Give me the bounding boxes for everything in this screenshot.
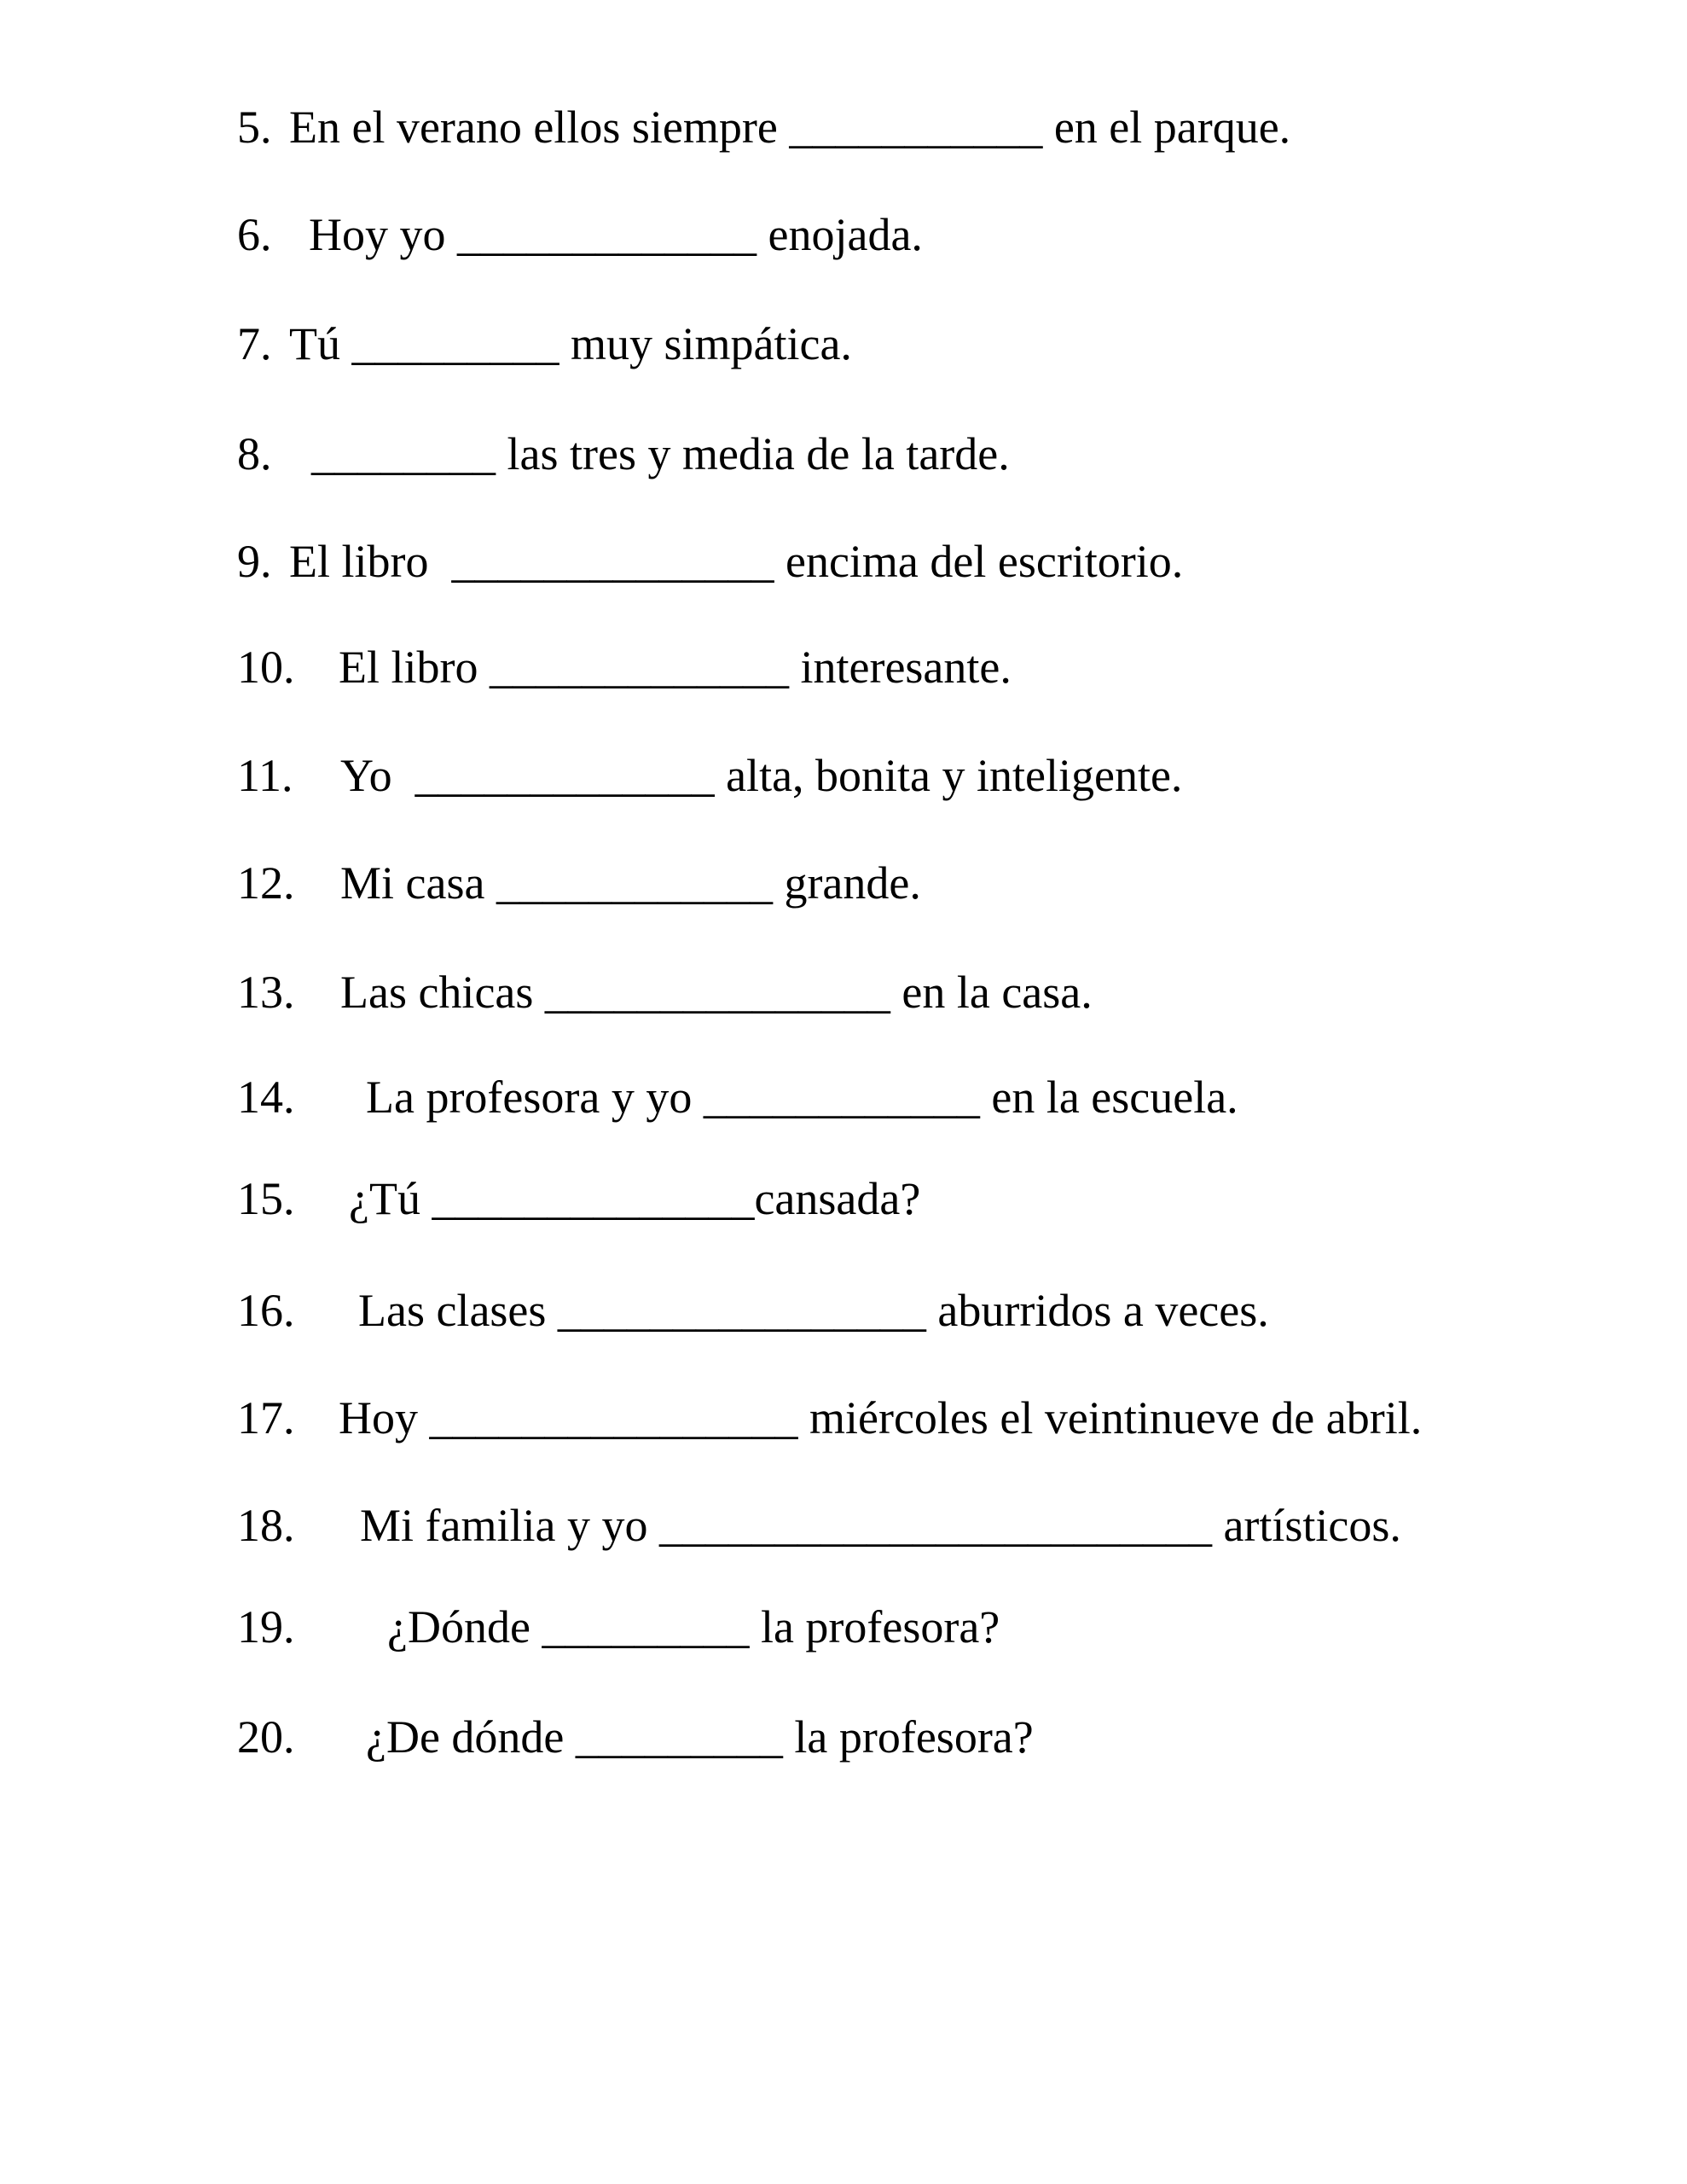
item-pre-text: ¿Dónde: [387, 1601, 542, 1653]
item-pre-text: ¿Tú: [349, 1173, 432, 1224]
item-post-text: la profesora?: [782, 1711, 1034, 1763]
item-post-text: artísticos.: [1211, 1500, 1401, 1551]
item-text: [387, 1600, 1687, 1655]
answer-blank: ________________________: [658, 1500, 1212, 1551]
worksheet-item-13: [0, 965, 1687, 1020]
item-number: 10.: [237, 642, 295, 693]
item-pre-text: En el verano ellos siempre: [289, 102, 790, 153]
item-post-text: muy simpática.: [559, 318, 852, 369]
item-post-text: las tres y media de la tarde.: [496, 428, 1010, 479]
answer-blank: _____________: [489, 642, 789, 693]
item-number: 15.: [237, 1173, 295, 1224]
item-text: [339, 640, 1687, 695]
answer-blank: _________: [351, 318, 559, 369]
item-text: [289, 534, 1687, 590]
item-text: [289, 317, 1687, 372]
item-number: 14.: [237, 1072, 295, 1123]
item-post-text: la profesora?: [749, 1601, 1000, 1653]
item-text: [366, 1710, 1687, 1765]
item-number: 20.: [237, 1711, 295, 1763]
item-post-text: cansada?: [754, 1173, 921, 1224]
item-pre-text: El libro: [339, 642, 490, 693]
item-number: 12.: [237, 857, 295, 909]
item-number: 19.: [237, 1601, 295, 1653]
worksheet-item-17: [0, 1391, 1687, 1446]
answer-blank: ______________: [451, 536, 774, 587]
answer-blank: ____________: [496, 857, 773, 909]
item-number: 8.: [237, 428, 272, 479]
item-number: 5.: [237, 102, 272, 153]
item-post-text: encima del escritorio.: [774, 536, 1184, 587]
item-post-text: alta, bonita y inteligente.: [714, 750, 1183, 801]
item-post-text: enojada.: [757, 209, 923, 260]
worksheet-item-7: [0, 317, 1687, 372]
item-pre-text: Las clases: [358, 1285, 558, 1336]
answer-blank: ____________: [703, 1072, 980, 1123]
worksheet-item-11: [0, 748, 1687, 804]
item-post-text: en la casa.: [890, 967, 1093, 1018]
item-text: [366, 1070, 1687, 1125]
item-text: [289, 100, 1687, 155]
answer-blank: _____________: [415, 750, 715, 801]
item-number: 11.: [237, 750, 293, 801]
item-pre-text: Mi casa: [340, 857, 496, 909]
worksheet-item-8: [0, 427, 1687, 482]
worksheet-item-6: [0, 207, 1687, 263]
worksheet-item-10: [0, 640, 1687, 695]
item-text: [340, 965, 1687, 1020]
item-number: 13.: [237, 967, 295, 1018]
item-number: 7.: [237, 318, 272, 369]
worksheet-item-18: [0, 1498, 1687, 1554]
item-pre-text: ¿De dónde: [366, 1711, 576, 1763]
item-post-text: grande.: [772, 857, 921, 909]
item-post-text: miércoles el veintinueve de abril.: [797, 1392, 1423, 1443]
item-pre-text: Hoy: [339, 1392, 430, 1443]
item-text: [349, 1171, 1687, 1227]
item-post-text: aburridos a veces.: [925, 1285, 1269, 1336]
worksheet-item-20: [0, 1710, 1687, 1765]
item-text: [339, 1391, 1687, 1446]
worksheet-item-14: [0, 1070, 1687, 1125]
item-number: 16.: [237, 1285, 295, 1336]
item-pre-text: El libro: [289, 536, 452, 587]
worksheet-item-15: [0, 1171, 1687, 1227]
answer-blank: ________________: [557, 1285, 926, 1336]
item-text: [340, 748, 1687, 804]
item-text: [360, 1498, 1687, 1554]
item-number: 9.: [237, 536, 272, 587]
item-pre-text: Las chicas: [340, 967, 545, 1018]
item-post-text: interesante.: [788, 642, 1012, 693]
item-pre-text: Hoy yo: [309, 209, 457, 260]
item-pre-text: La profesora y yo: [366, 1072, 704, 1123]
answer-blank: ___________: [789, 102, 1043, 153]
worksheet-item-12: [0, 856, 1687, 911]
answer-blank: ________: [311, 428, 496, 479]
worksheet-item-16: [0, 1283, 1687, 1339]
item-pre-text: Yo: [340, 750, 415, 801]
item-text: [358, 1283, 1687, 1339]
item-text: [309, 207, 1687, 263]
worksheet-item-19: [0, 1600, 1687, 1655]
answer-blank: _________: [575, 1711, 783, 1763]
item-number: 18.: [237, 1500, 295, 1551]
item-post-text: en el parque.: [1042, 102, 1291, 153]
worksheet-item-5: [0, 100, 1687, 155]
item-pre-text: Mi familia y yo: [360, 1500, 659, 1551]
item-text: [340, 856, 1687, 911]
item-post-text: en la escuela.: [979, 1072, 1238, 1123]
item-text: [311, 427, 1687, 482]
answer-blank: ________________: [429, 1392, 798, 1443]
answer-blank: ______________: [432, 1173, 755, 1224]
item-number: 17.: [237, 1392, 295, 1443]
item-number: 6.: [237, 209, 272, 260]
answer-blank: _________: [542, 1601, 750, 1653]
worksheet-item-9: [0, 534, 1687, 590]
answer-blank: _______________: [544, 967, 890, 1018]
answer-blank: _____________: [457, 209, 757, 260]
item-pre-text: Tú: [289, 318, 352, 369]
